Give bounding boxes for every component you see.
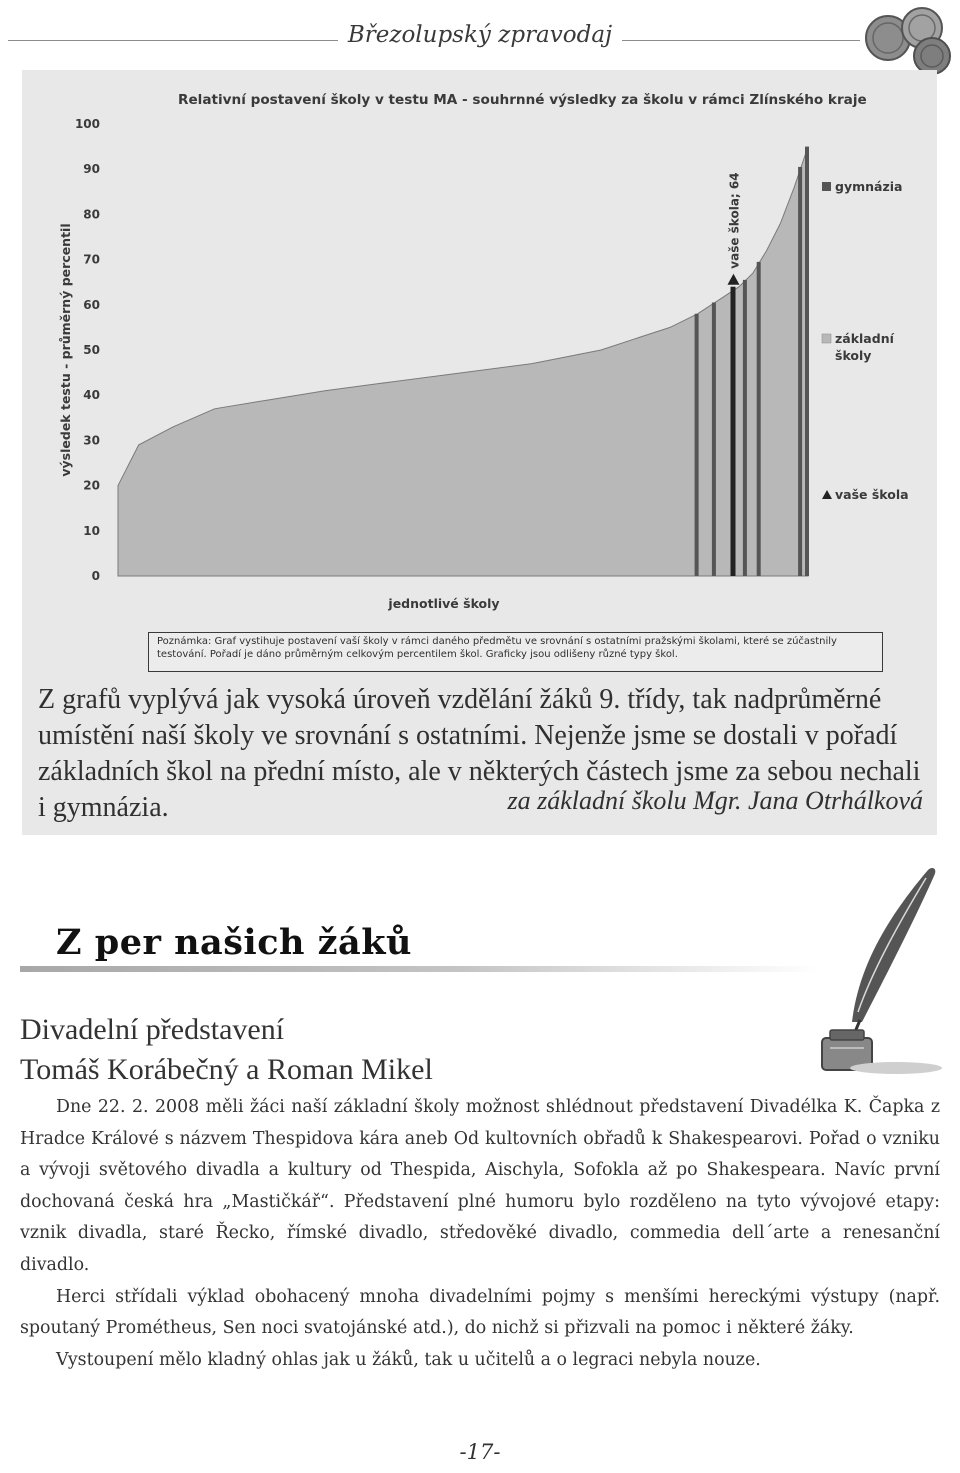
bar-gymnazium [757, 262, 761, 576]
y-tick-label: 80 [83, 207, 100, 222]
bar-gymnazium [695, 314, 699, 576]
scanned-figure [22, 70, 937, 835]
commentary-signature: za základní školu Mgr. Jana Otrhálková [507, 786, 923, 815]
article-title-line2: Tomáš Korábečný a Roman Mikel [20, 1053, 433, 1086]
y-tick-label: 50 [83, 343, 100, 357]
legend-label-zakladni: základní školy [835, 331, 894, 363]
article-title-line1: Divadelní představení [20, 1013, 285, 1046]
header-rule-left [8, 40, 338, 41]
chart-note: Poznámka: Graf vystihuje postavení vaší školy v rámci daného předmětu ve srovnání s ostatními pražskými školami, které se zúčastnily testování. Pořadí je dáno průměrným celkovým percentilem škol. Graficky jsou odlišeny různé typy škol. [148, 632, 883, 672]
vase-skola-label: vaše škola; 64 [727, 172, 742, 269]
article-paragraph: Herci střídali výklad obohacený mnoha divadelními pojmy s menšími hereckými výstupy (např. spoutaný Prométheus, Sen noci svatojánské atd.), do nichž si přizvali na pomoc i některé žáky. [20, 1286, 940, 1339]
y-tick-label: 90 [83, 162, 100, 177]
section-heading-rule [20, 966, 820, 972]
bar-vase-skola [731, 287, 736, 576]
article-body [20, 1092, 940, 1376]
chart [22, 70, 937, 630]
section-heading: Z per našich žáků [56, 922, 412, 963]
journal-title: Březolupský zpravodaj [347, 22, 613, 48]
y-tick-label: 30 [83, 433, 100, 448]
legend-label-gymnazia: gymnázia [835, 179, 903, 194]
area-zakladni-skoly [118, 147, 808, 576]
article-paragraph: Dne 22. 2. 2008 měli žáci naší základní školy možnost shlédnout představení Divadélka K. Čapka z Hradce Králové s názvem Thespidova kára aneb Od kultovních obřadů k Shakespearovi. Pořad o vzniku a vývoji světového divadla a kultury od Thespida, Aischyla, Sofokla až po Shakespeara. Navíc první dochovaná česká hra „Mastičkář“. Představení plné humoru bylo rozděleno na tyto vývojové etapy: vznik divadla, staré Řecko, římské divadlo, středověké divadlo, commedia dell´arte a renesanční divadlo. [20, 1097, 940, 1275]
legend-swatch-gymnazia [822, 182, 831, 191]
y-tick-label: 20 [83, 478, 100, 493]
bar-gymnazium [798, 167, 802, 576]
y-axis-label: výsledek testu - průměrný percentil [58, 223, 73, 477]
quill-inkwell-icon [800, 862, 950, 1080]
header-rule-right [622, 40, 860, 41]
page-number: -17- [459, 1440, 501, 1464]
y-tick-label: 60 [83, 297, 100, 312]
coins-emblem-icon [862, 4, 958, 76]
chart-commentary: Z grafů vyplývá jak vysoká úroveň vzdělání žáků 9. třídy, tak nadprůměrné umístění naší školy ve srovnání s ostatními. Nejenže jsme se dostali v pořadí základních škol na přední místo, ale v některých částech jsme za sebou nechali i gymnázia. [38, 684, 921, 823]
y-tick-label: 10 [83, 523, 100, 538]
bar-gymnazium [805, 147, 809, 576]
legend-swatch-vase-skola [822, 490, 832, 499]
y-tick-label: 100 [74, 117, 100, 131]
y-tick-label: 70 [83, 252, 100, 267]
bar-gymnazium [712, 303, 716, 577]
x-axis-label: jednotlivé školy [388, 596, 500, 611]
chart-title: Relativní postavení školy v testu MA - souhrnné výsledky za školu v rámci Zlínského kraje [178, 92, 867, 108]
legend-label-vase-skola: vaše škola [835, 487, 909, 502]
y-tick-label: 0 [91, 569, 100, 583]
article-paragraph: Vystoupení mělo kladný ohlas jak u žáků, tak u učitelů a o legraci nebyla nouze. [56, 1349, 761, 1370]
legend-swatch-zakladni [822, 334, 831, 343]
y-tick-label: 40 [83, 388, 100, 403]
marker-vase-skola [727, 274, 739, 285]
bar-gymnazium [743, 280, 747, 576]
